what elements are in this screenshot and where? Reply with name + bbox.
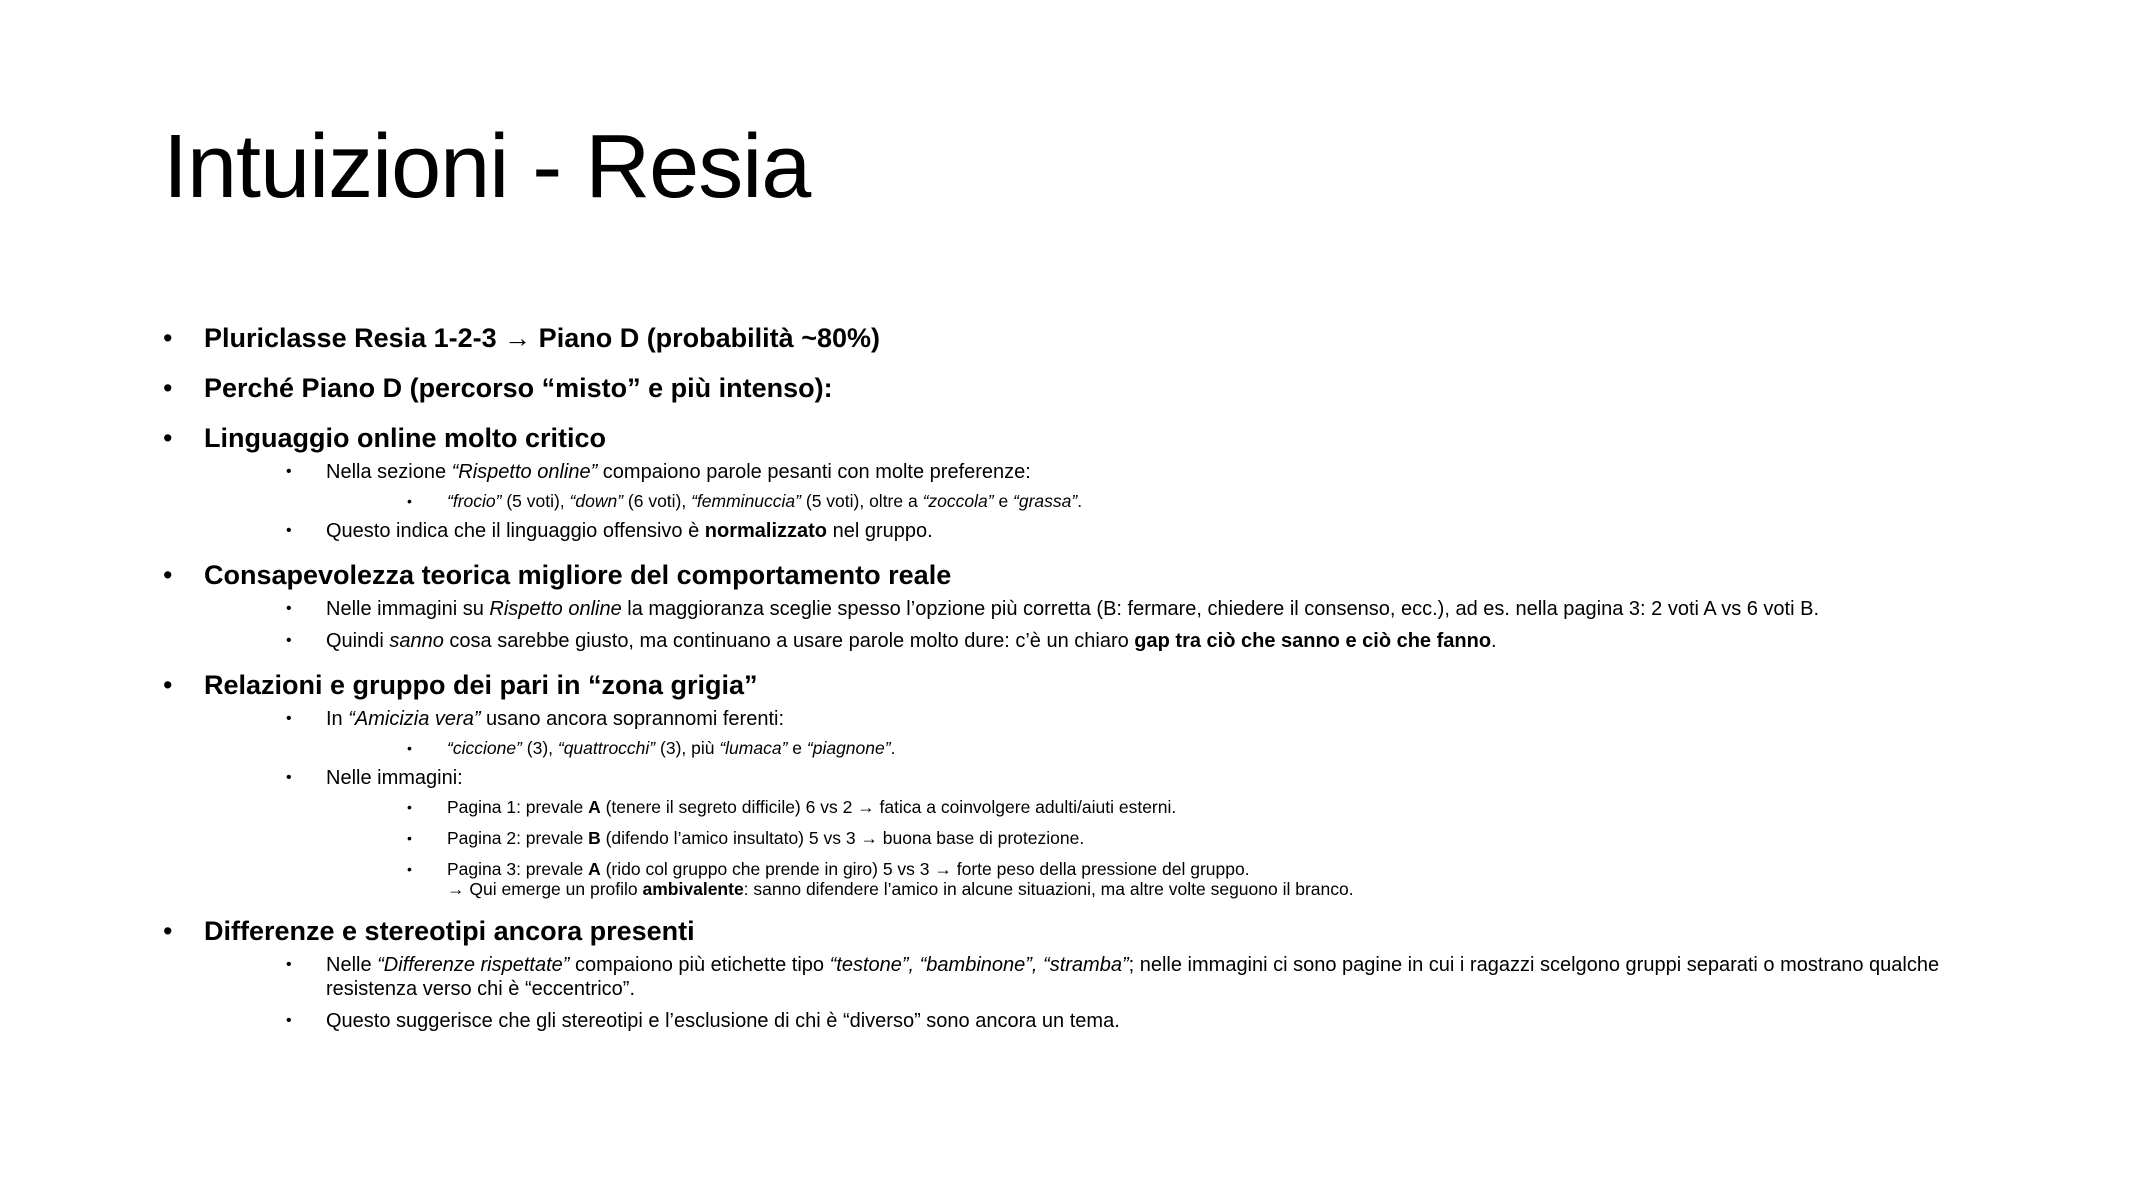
text-span: nel gruppo. xyxy=(827,520,933,542)
bullet-icon: • xyxy=(286,632,292,649)
sub-list xyxy=(204,707,2013,899)
sub-item xyxy=(286,629,2013,653)
text-span: compaiono più etichette tipo xyxy=(569,954,830,976)
section-name: “Rispetto online” xyxy=(451,461,598,483)
sub-sub-list xyxy=(326,491,2013,511)
bullet-icon: • xyxy=(407,799,412,815)
sub-list xyxy=(204,953,2013,1033)
sub-sub-item-page-1 xyxy=(407,797,2013,817)
text-span: (difendo l’amico insultato) 5 vs 3 → buona base di protezione. xyxy=(600,828,1085,848)
bullet-icon: • xyxy=(286,769,292,786)
bullet-icon: • xyxy=(163,916,173,946)
sub-sub-item xyxy=(407,738,2013,758)
sub-list xyxy=(204,597,2013,653)
section-name: Rispetto online xyxy=(489,598,622,620)
labels: “testone”, “bambinone”, “stramba” xyxy=(829,954,1129,976)
text-span: . xyxy=(1491,630,1497,652)
text-span: . xyxy=(890,738,896,758)
text-span: Pagina 1: prevale xyxy=(447,797,589,817)
bullet-icon: • xyxy=(407,830,412,846)
line-2 xyxy=(447,879,2013,899)
text-span: (3), xyxy=(521,738,558,758)
bullet-icon: • xyxy=(286,956,292,973)
slide-title: Intuizioni - Resia xyxy=(163,117,811,217)
word: “grassa” xyxy=(1013,491,1078,511)
word: “frocio” xyxy=(447,491,502,511)
word: “piagnone” xyxy=(806,738,891,758)
bullet-heading: Consapevolezza teorica migliore del comportamento reale xyxy=(204,560,952,590)
word: “ciccione” xyxy=(447,738,522,758)
bullet-linguaggio xyxy=(163,420,2013,543)
text-span: cosa sarebbe giusto, ma continuano a usare parole molto dure: c’è un chiaro xyxy=(443,630,1135,652)
bullet-text: Pluriclasse Resia 1-2-3 → Piano D (probabilità ~80%) xyxy=(204,323,880,353)
sub-item xyxy=(286,707,2013,758)
sub-item xyxy=(286,460,2013,511)
text-span: compaiono parole pesanti con molte preferenze: xyxy=(597,461,1031,483)
bullet-icon: • xyxy=(407,740,412,756)
bullet-icon: • xyxy=(163,423,173,453)
text-span: Questo suggerisce che gli stereotipi e l’esclusione di chi è “diverso” sono ancora un tema. xyxy=(326,1010,1120,1032)
text-span: (rido col gruppo che prende in giro) 5 vs 3 → forte peso della pressione del gruppo. xyxy=(600,859,1250,879)
text-span: → Qui emerge un profilo xyxy=(447,879,643,899)
word: “femminuccia” xyxy=(691,491,801,511)
text-span: e xyxy=(993,491,1014,511)
bullet-relazioni xyxy=(163,667,2013,899)
bullet-heading: Linguaggio online molto critico xyxy=(204,423,606,453)
bullet-icon: • xyxy=(163,560,173,590)
bullet-icon: • xyxy=(286,463,292,480)
text-span: la maggioranza sceglie spesso l’opzione più corretta (B: fermare, chiedere il consenso, ecc.), ad es. nella pagina 3: 2 voti A vs 6 voti B. xyxy=(621,598,1820,620)
bullet-perche xyxy=(163,370,2013,406)
sub-sub-list xyxy=(326,738,2013,758)
bullet-icon: • xyxy=(163,323,173,353)
section-name: “Amicizia vera” xyxy=(348,708,481,730)
text-span: Nelle immagini su xyxy=(326,598,490,620)
word: “lumaca” xyxy=(719,738,788,758)
text-span: (tenere il segreto difficile) 6 vs 2 → fatica a coinvolgere adulti/aiuti esterni. xyxy=(600,797,1177,817)
bullet-icon: • xyxy=(407,861,412,877)
text-span: (5 voti), oltre a xyxy=(801,491,923,511)
text-span: Pagina 3: prevale xyxy=(447,859,589,879)
emphasis: normalizzato xyxy=(704,520,828,542)
text-span: ; nelle immagini ci sono pagine in cui i ragazzi scelgono gruppi separati o mostrano qualche resistenza verso chi è “eccentrico”. xyxy=(326,954,1940,1000)
option-letter: B xyxy=(588,828,601,848)
line-1 xyxy=(447,859,2013,879)
sub-sub-item-page-3 xyxy=(407,859,2013,899)
bullet-heading: Relazioni e gruppo dei pari in “zona grigia” xyxy=(204,670,758,700)
sub-item xyxy=(286,519,2013,543)
bullet-list xyxy=(163,320,2013,1033)
bullet-icon: • xyxy=(163,670,173,700)
sub-sub-item xyxy=(407,491,2013,511)
text-span: e xyxy=(787,738,807,758)
text-span: . xyxy=(1077,491,1083,511)
bullet-text: Perché Piano D (percorso “misto” e più intenso): xyxy=(204,373,833,403)
bullet-pluriclasse xyxy=(163,320,2013,356)
emphasis: gap tra ciò che sanno e ciò che fanno xyxy=(1134,630,1492,652)
sub-item xyxy=(286,766,2013,899)
word: “zoccola” xyxy=(922,491,994,511)
text-span: (3), più xyxy=(655,738,720,758)
text-span: Questo indica che il linguaggio offensivo è xyxy=(326,520,705,542)
bullet-icon: • xyxy=(286,1012,292,1029)
text-span: Nelle xyxy=(326,954,378,976)
sub-sub-item-page-2 xyxy=(407,828,2013,848)
bullet-icon: • xyxy=(163,373,173,403)
bullet-heading: Differenze e stereotipi ancora presenti xyxy=(204,916,695,946)
sub-item xyxy=(286,1009,2013,1033)
emphasis: sanno xyxy=(389,630,444,652)
bullet-consapevolezza xyxy=(163,557,2013,653)
sub-sub-list xyxy=(326,797,2013,899)
text-span: Pagina 2: prevale xyxy=(447,828,589,848)
text-span: Nelle immagini: xyxy=(326,767,463,789)
bullet-icon: • xyxy=(286,522,292,539)
text-span: usano ancora soprannomi ferenti: xyxy=(480,708,785,730)
bullet-icon: • xyxy=(286,600,292,617)
text-span: Nella sezione xyxy=(326,461,452,483)
bullet-icon: • xyxy=(407,493,412,509)
section-name: “Differenze rispettate” xyxy=(377,954,570,976)
word: “down” xyxy=(569,491,624,511)
sub-item xyxy=(286,953,2013,1001)
bullet-differenze xyxy=(163,913,2013,1033)
text-span: (6 voti), xyxy=(623,491,692,511)
text-span: Quindi xyxy=(326,630,390,652)
emphasis: ambivalente xyxy=(642,879,744,899)
text-span: : sanno difendere l’amico in alcune situazioni, ma altre volte seguono il branco. xyxy=(743,879,1354,899)
text-span: In xyxy=(326,708,349,730)
option-letter: A xyxy=(588,797,601,817)
sub-item xyxy=(286,597,2013,621)
option-letter: A xyxy=(588,859,601,879)
text-span: (5 voti), xyxy=(501,491,570,511)
word: “quattrocchi” xyxy=(557,738,656,758)
bullet-icon: • xyxy=(286,710,292,727)
sub-list xyxy=(204,460,2013,543)
